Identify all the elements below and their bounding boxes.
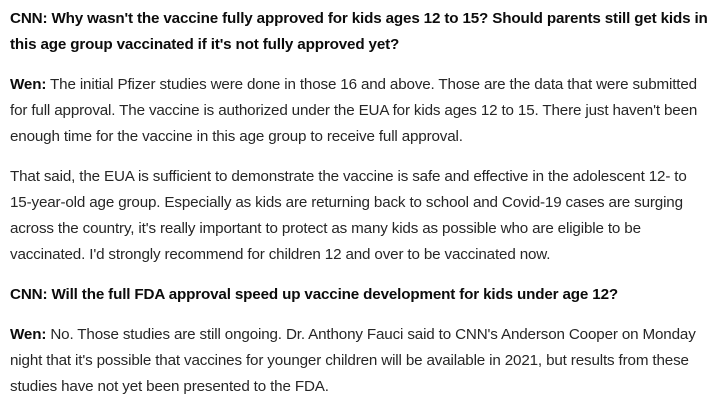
question-1 (10, 6, 710, 58)
speaker-label: Wen: (10, 76, 47, 93)
answer-1 (10, 72, 710, 150)
answer-2 (10, 322, 710, 400)
speaker-label: Wen: (10, 326, 47, 343)
answer-1-continued (10, 164, 710, 268)
speaker-label: CNN: (10, 286, 48, 303)
question-text: Why wasn't the vaccine fully approved for kids ages 12 to 15? Should parents still get kids in this age group vaccinated if it's not fully approved yet? (10, 10, 708, 53)
paragraph-text: That said, the EUA is sufficient to demonstrate the vaccine is safe and effective in the adolescent 12- to 15-year-old age group. Especially as kids are returning back to school and Covid-19 cases are surging across the country, it's really important to protect as many kids as possible who are eligible to be vaccinated. I'd strongly recommend for children 12 and over to be vaccinated now. (10, 168, 687, 263)
speaker-label: CNN: (10, 10, 48, 27)
question-text: Will the full FDA approval speed up vaccine development for kids under age 12? (51, 286, 618, 303)
answer-text: No. Those studies are still ongoing. Dr. Anthony Fauci said to CNN's Anderson Cooper on Monday night that it's possible that vaccines for younger children will be available in 2021, but results from these studies have not yet been presented to the FDA. (10, 326, 696, 395)
question-2 (10, 282, 710, 308)
answer-text: The initial Pfizer studies were done in those 16 and above. Those are the data that were submitted for full approval. The vaccine is authorized under the EUA for kids ages 12 to 15. There just haven't been enough time for the vaccine in this age group to receive full approval. (10, 76, 698, 145)
